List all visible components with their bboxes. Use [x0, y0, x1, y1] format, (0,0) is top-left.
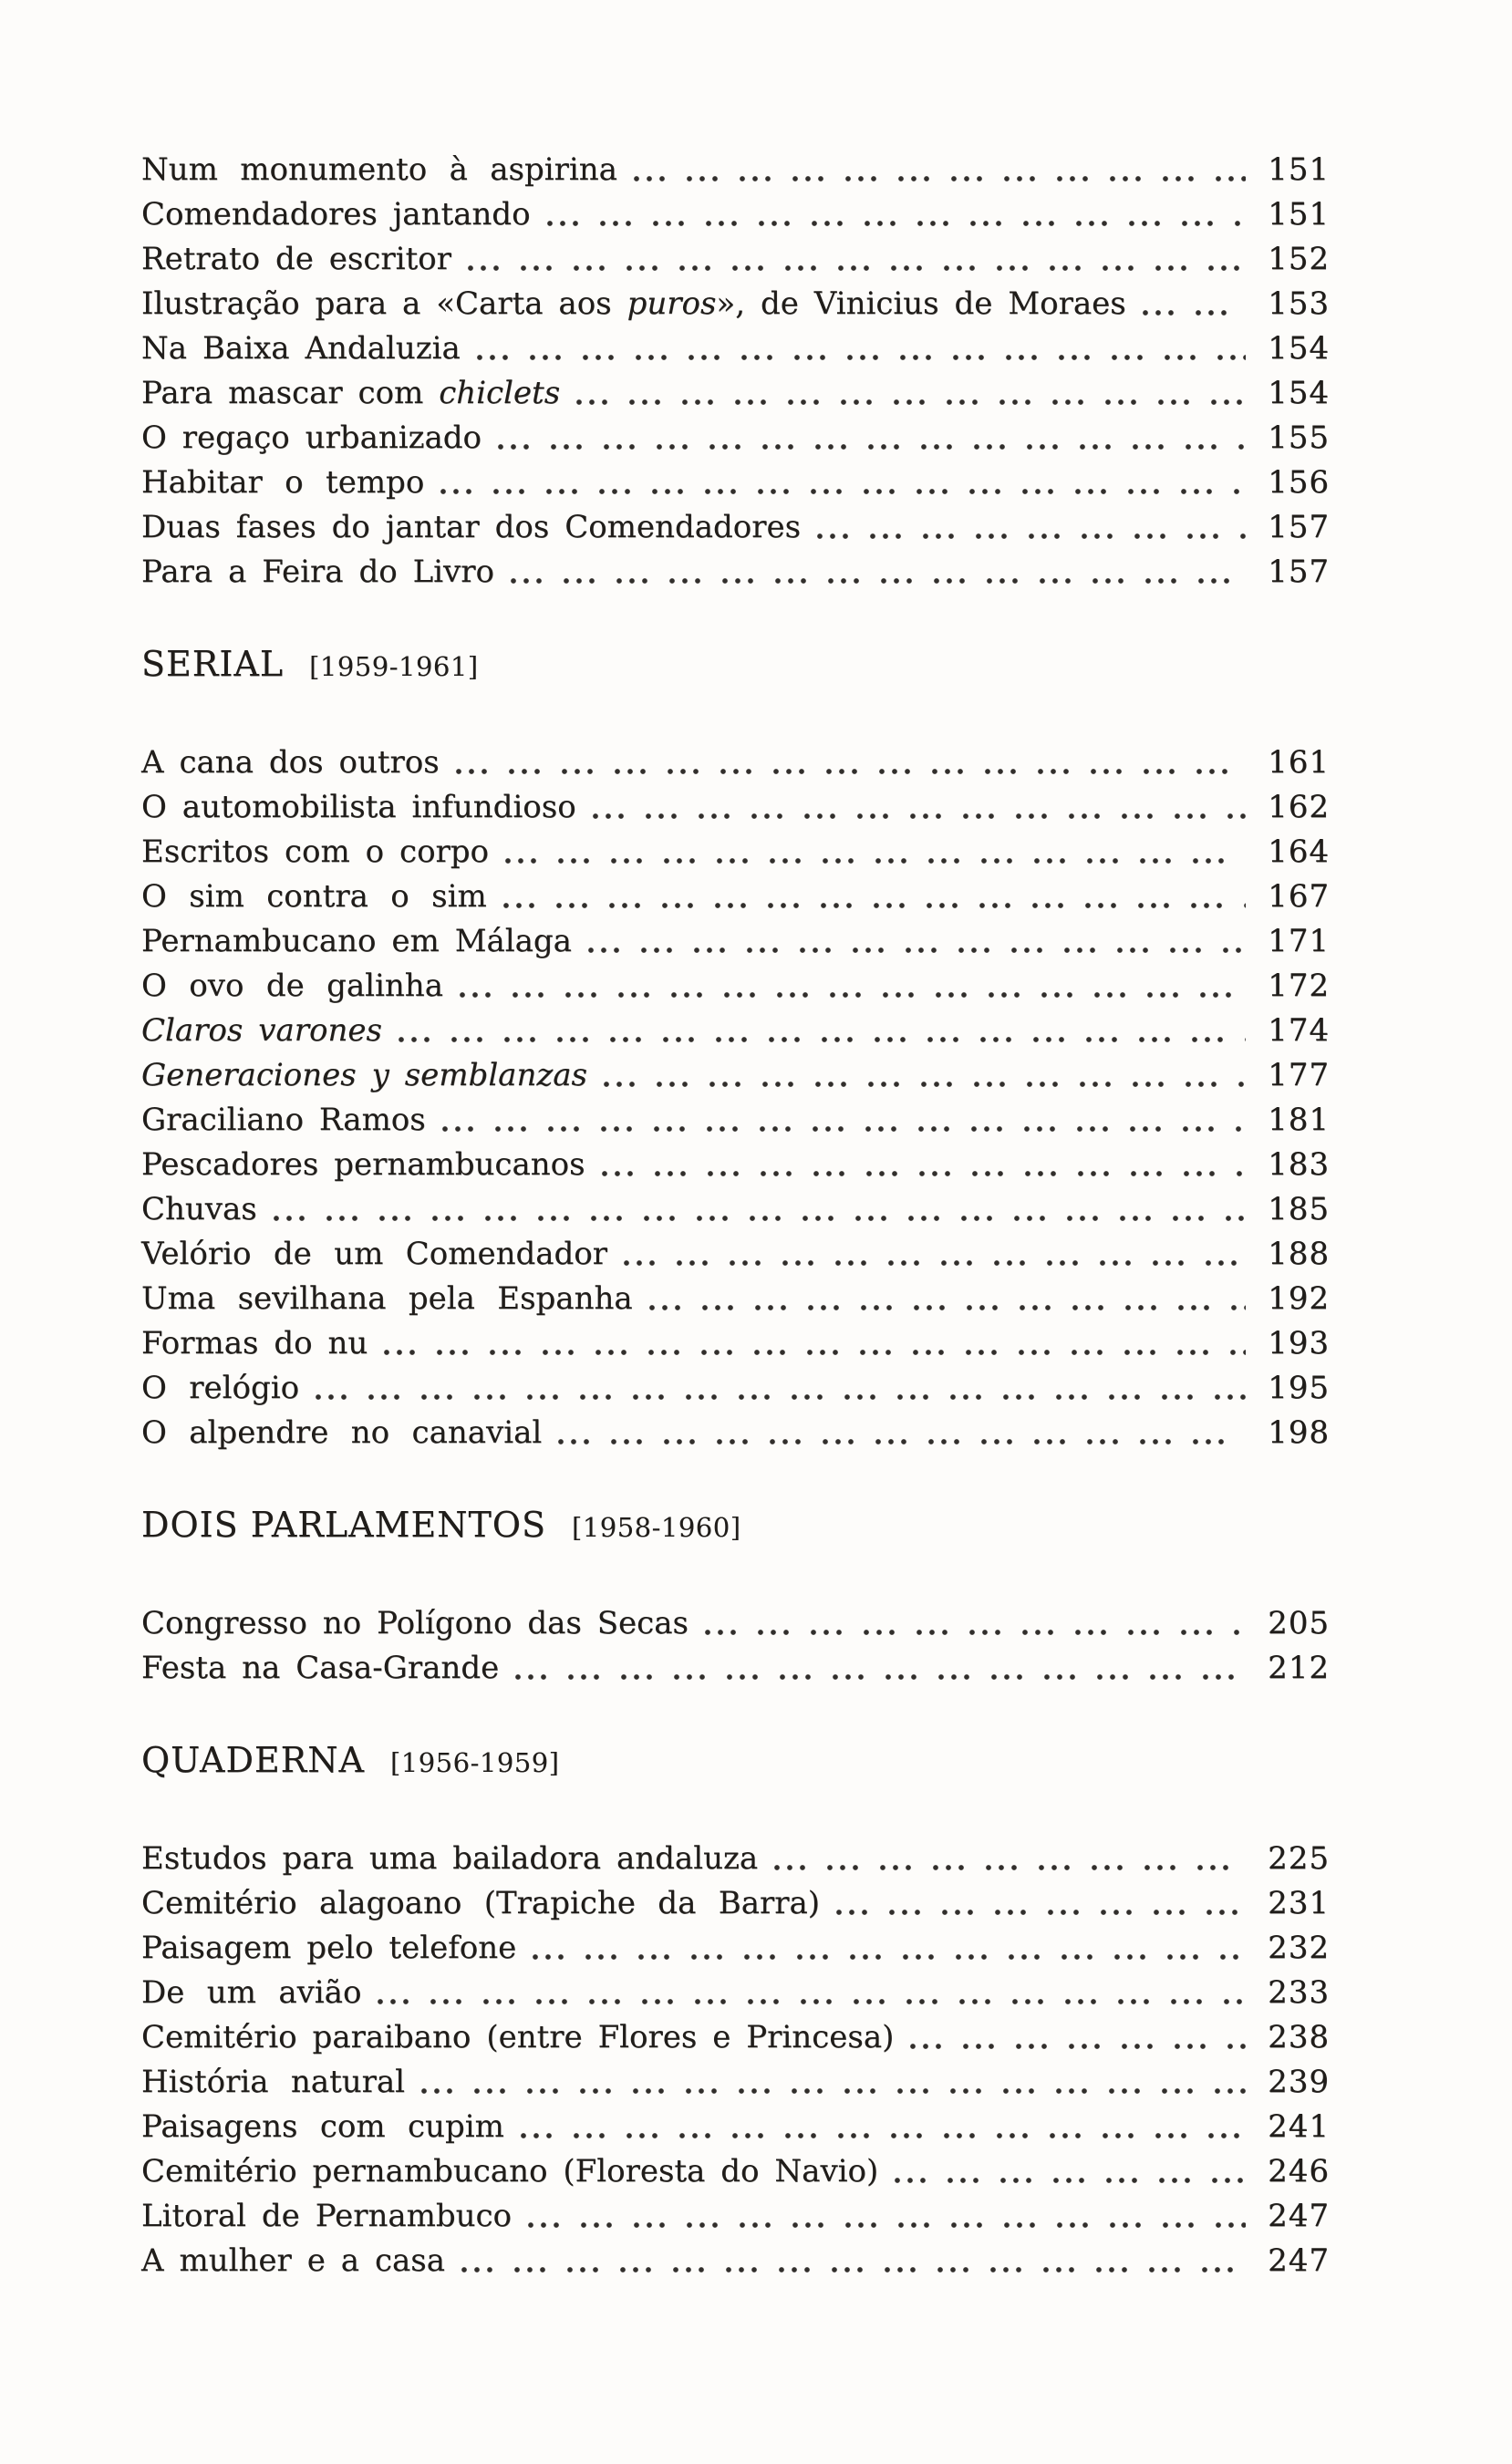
entry-title: De um avião: [141, 1974, 362, 2011]
toc-entry: [141, 875, 1330, 919]
toc-entry: [141, 237, 1330, 282]
entry-page-number: 185: [1268, 1191, 1330, 1227]
entry-title: Comendadores jantando: [141, 196, 531, 233]
dot-leader: [586, 945, 1246, 956]
toc-entry: [141, 2015, 1330, 2060]
dot-leader: [419, 2086, 1246, 2096]
entry-page-number: 167: [1268, 878, 1330, 915]
entry-title: O regaço urbanizado: [141, 419, 482, 456]
dot-leader: [440, 1123, 1246, 1134]
section-title: QUADERNA: [141, 1740, 365, 1780]
entry-title: História natural: [141, 2064, 406, 2100]
entry-title: Formas do nu: [141, 1325, 368, 1361]
entry-page-number: 155: [1268, 419, 1330, 456]
section-date-range: [1959-1961]: [309, 651, 479, 682]
entry-page-number: 247: [1268, 2242, 1330, 2279]
entry-page-number: 162: [1268, 789, 1330, 825]
entry-title: Festa na Casa-Grande: [141, 1650, 500, 1686]
entry-title: Pernambucano em Málaga: [141, 923, 572, 959]
section-heading-dois-parlamentos: [141, 1505, 1330, 1545]
entry-title: O alpendre no canavial: [141, 1414, 543, 1451]
dot-leader: [815, 531, 1246, 542]
toc-entry: [141, 1321, 1330, 1366]
entry-page-number: 152: [1268, 241, 1330, 277]
entry-page-number: 161: [1268, 744, 1330, 781]
entry-page-number: 157: [1268, 509, 1330, 545]
entry-page-number: 212: [1268, 1650, 1330, 1686]
entry-page-number: 156: [1268, 464, 1330, 501]
toc-entry: [141, 416, 1330, 461]
entry-page-number: 154: [1268, 330, 1330, 367]
entry-page-number: 239: [1268, 2064, 1330, 2100]
entry-page-number: 205: [1268, 1605, 1330, 1641]
toc-entry: [141, 2105, 1330, 2149]
toc-entry: [141, 1881, 1330, 1926]
toc-entry: [141, 1411, 1330, 1455]
section-heading-quaderna: [141, 1740, 1330, 1780]
dot-leader: [502, 900, 1246, 911]
entry-title: A cana dos outros: [141, 744, 440, 781]
dot-leader: [834, 1907, 1246, 1918]
toc-entry: [141, 2194, 1330, 2239]
entry-page-number: 238: [1268, 2019, 1330, 2055]
entry-page-number: 164: [1268, 833, 1330, 870]
dot-leader: [397, 1034, 1246, 1045]
toc-entry: [141, 461, 1330, 505]
entry-title: Para mascar com chiclets: [141, 375, 561, 411]
entry-title: Para a Feira do Livro: [141, 554, 494, 590]
dot-leader: [622, 1258, 1246, 1268]
entry-title: Litoral de Pernambuco: [141, 2198, 513, 2234]
toc-entry: [141, 550, 1330, 595]
entry-page-number: 247: [1268, 2198, 1330, 2234]
dot-leader: [600, 1168, 1246, 1179]
entry-page-number: 172: [1268, 968, 1330, 1004]
entry-title: Cemitério paraibano (entre Flores e Princesa): [141, 2019, 895, 2055]
entry-title: Na Baixa Andaluzia: [141, 330, 461, 367]
entry-page-number: 193: [1268, 1325, 1330, 1361]
entry-page-number: 231: [1268, 1885, 1330, 1921]
entry-page-number: 188: [1268, 1236, 1330, 1272]
entry-title: Velório de um Comendador: [141, 1236, 608, 1272]
toc-entry: [141, 192, 1330, 237]
dot-leader: [531, 1952, 1246, 1962]
toc-entry: [141, 1601, 1330, 1646]
dot-leader: [503, 855, 1246, 866]
section-heading-serial: [141, 644, 1330, 684]
entry-title: O automobilista infundioso: [141, 789, 576, 825]
entry-page-number: 246: [1268, 2153, 1330, 2190]
entry-page-number: 177: [1268, 1057, 1330, 1093]
entry-title: Paisagem pelo telefone: [141, 1930, 517, 1966]
entry-page-number: 171: [1268, 923, 1330, 959]
toc-entry: [141, 2060, 1330, 2105]
dot-leader: [893, 2175, 1246, 2186]
entry-title: Duas fases do jantar dos Comendadores: [141, 509, 802, 545]
dot-leader: [602, 1079, 1246, 1090]
entry-title: Chuvas: [141, 1191, 257, 1227]
toc-entry: [141, 1926, 1330, 1971]
entry-title: Congresso no Polígono das Secas: [141, 1605, 689, 1641]
entry-page-number: 225: [1268, 1840, 1330, 1877]
dot-leader: [1141, 307, 1246, 318]
entry-title: Pescadores pernambucanos: [141, 1146, 585, 1183]
dot-leader: [545, 218, 1246, 229]
entry-page-number: 151: [1268, 196, 1330, 233]
entry-page-number: 153: [1268, 285, 1330, 322]
entry-title: Estudos para uma bailadora andaluza: [141, 1840, 759, 1877]
dot-leader: [526, 2220, 1246, 2231]
dot-leader: [272, 1213, 1246, 1224]
section-date-range: [1956-1959]: [389, 1747, 560, 1778]
dot-leader: [314, 1392, 1246, 1403]
entry-page-number: 192: [1268, 1280, 1330, 1317]
entry-title: Cemitério alagoano (Trapiche da Barra): [141, 1885, 821, 1921]
toc-entry: [141, 326, 1330, 371]
toc-entry: [141, 282, 1330, 326]
toc-entry: [141, 1646, 1330, 1691]
entry-title: Cemitério pernambucano (Floresta do Navio): [141, 2153, 879, 2190]
entry-page-number: 195: [1268, 1370, 1330, 1406]
toc-entry: [141, 2149, 1330, 2194]
entry-title: A mulher e a casa: [141, 2242, 445, 2279]
dot-leader: [519, 2130, 1246, 2141]
dot-leader: [513, 1672, 1246, 1682]
toc-entry: [141, 1277, 1330, 1321]
entry-title: Uma sevilhana pela Espanha: [141, 1280, 633, 1317]
toc-entry: [141, 964, 1330, 1009]
dot-leader: [556, 1436, 1246, 1447]
dot-leader: [908, 2041, 1246, 2052]
entry-page-number: 232: [1268, 1930, 1330, 1966]
section-title: DOIS PARLAMENTOS: [141, 1505, 546, 1545]
entry-title: Graciliano Ramos: [141, 1102, 426, 1138]
dot-leader: [376, 1996, 1246, 2007]
toc-entry: [141, 1187, 1330, 1232]
dot-leader: [509, 575, 1246, 586]
entry-page-number: 154: [1268, 375, 1330, 411]
table-of-contents: [141, 148, 1330, 2283]
entry-title: Habitar o tempo: [141, 464, 425, 501]
entry-title: Ilustração para a «Carta aos puros», de Vinicius de Moraes: [141, 285, 1126, 322]
entry-title: Paisagens com cupim: [141, 2108, 504, 2145]
dot-leader: [575, 397, 1246, 408]
section-date-range: [1958-1960]: [571, 1512, 741, 1543]
toc-entry: [141, 2239, 1330, 2283]
toc-entry: [141, 1143, 1330, 1187]
entry-title: Num monumento à aspirina: [141, 151, 617, 188]
entry-page-number: 181: [1268, 1102, 1330, 1138]
toc-entry: [141, 1837, 1330, 1881]
dot-leader: [632, 173, 1246, 184]
dot-leader: [466, 263, 1246, 274]
toc-entry: [141, 1971, 1330, 2015]
entry-title: O ovo de galinha: [141, 968, 443, 1004]
section-title: SERIAL: [141, 644, 285, 684]
toc-entry: [141, 1232, 1330, 1277]
entry-page-number: 198: [1268, 1414, 1330, 1451]
entry-title: Generaciones y semblanzas: [141, 1057, 587, 1093]
entry-title: O sim contra o sim: [141, 878, 487, 915]
toc-entry: [141, 1053, 1330, 1098]
toc-entry: [141, 505, 1330, 550]
entry-title: Retrato de escritor: [141, 241, 451, 277]
toc-entry: [141, 1366, 1330, 1411]
dot-leader: [382, 1347, 1246, 1358]
dot-leader: [454, 766, 1246, 777]
entry-page-number: 241: [1268, 2108, 1330, 2145]
toc-entry: [141, 1098, 1330, 1143]
dot-leader: [460, 2264, 1246, 2275]
dot-leader: [496, 441, 1246, 452]
entry-page-number: 174: [1268, 1012, 1330, 1049]
toc-entry: [141, 148, 1330, 192]
dot-leader: [439, 486, 1246, 497]
entry-title: O relógio: [141, 1370, 300, 1406]
entry-title: Claros varones: [141, 1012, 382, 1049]
dot-leader: [647, 1302, 1246, 1313]
entry-page-number: 233: [1268, 1974, 1330, 2011]
dot-leader: [458, 989, 1246, 1000]
dot-leader: [475, 352, 1246, 363]
entry-page-number: 157: [1268, 554, 1330, 590]
dot-leader: [591, 811, 1246, 822]
entry-page-number: 151: [1268, 151, 1330, 188]
toc-entry: [141, 371, 1330, 416]
toc-entry: [141, 1009, 1330, 1053]
toc-entry: [141, 785, 1330, 830]
entry-page-number: 183: [1268, 1146, 1330, 1183]
dot-leader: [703, 1627, 1246, 1638]
toc-entry: [141, 740, 1330, 785]
entry-title: Escritos com o corpo: [141, 833, 490, 870]
toc-entry: [141, 830, 1330, 875]
toc-entry: [141, 919, 1330, 964]
dot-leader: [772, 1862, 1246, 1873]
